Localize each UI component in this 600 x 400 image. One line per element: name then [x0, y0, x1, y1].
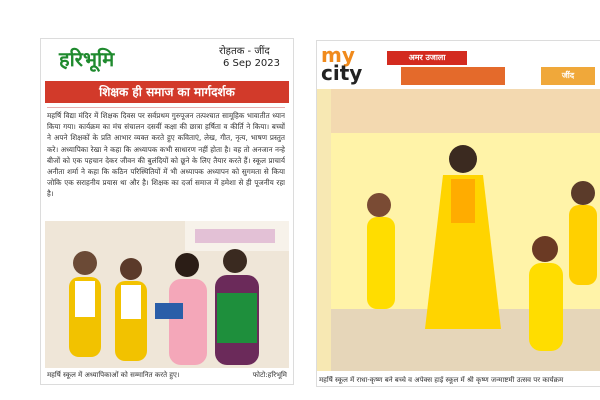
paper-name-badge: अमर उजाला	[387, 51, 467, 65]
photo-caption: महर्षि स्कूल में अध्यापिकाओं को सम्मानित करते हुए।	[47, 371, 180, 379]
article-body: महर्षि विद्या मंदिर में शिक्षक दिवस पर सर्वप्रथम गुरुपूजन तत्पश्चात सामूहिक भावातीत ध्यान किया गया। कार्यक्रम का मंच संचालन दसवीं कक्षा की छात्रा हर्षिता व कीर्ति ने किया। बच्चों ने अपने शिक्षकों के प्रति आभार व्यक्त करते हुए कविताएं, लेख, गीत, नृत्य, भाषण प्रस्तुत करे। अध्यापिका रेखा ने कहा कि अध्यापक कभी साधारण नहीं होता है। वह तो अनजान नन्हे बीजों को एक पहचान देकर जीवन की बुलंदियों को छूने के लिए तैयार करते हैं। स्कूल प्राचार्य अनीता शर्मा ने कहा कि कठिन परिस्थितियों में भी अध्यापक अध्यापन को सुगमता से किया जोकि एक सराहनीय प्रयास था और है। शिक्षक का दर्जा समाज में हमेशा से ही पूजनीय रहा है।	[47, 107, 285, 222]
side-band	[317, 89, 331, 371]
right-newspaper-clipping	[316, 40, 600, 387]
date-label: 6 Sep 2023	[223, 58, 281, 69]
my-city-city: city	[321, 61, 363, 85]
janmashtami-photo	[331, 89, 600, 371]
header-photo-strip	[401, 67, 505, 85]
city-tag: जींद	[541, 67, 595, 85]
my-city-my: my	[321, 43, 355, 67]
award-photo-illustration	[45, 221, 289, 368]
photo-credit: फोटो:हरिभूमि	[252, 371, 287, 379]
newspaper-logo: हरिभूमि	[59, 47, 115, 71]
article-headline: शिक्षक ही समाज का मार्गदर्शक	[45, 81, 289, 103]
my-city-logo	[317, 43, 383, 85]
left-newspaper-clipping	[40, 38, 294, 385]
edition-label: रोहतक - जींद	[219, 46, 270, 57]
janmashtami-photo-illustration	[331, 89, 600, 371]
award-photo	[45, 221, 289, 368]
masthead	[41, 39, 293, 81]
photo-caption: महर्षि स्कूल में राधा-कृष्ण बने बच्चे व अपेक्स हाई स्कूल में श्री कृष्ण जन्माष्टमी उत्सव पर कार्यक्रम	[319, 376, 564, 384]
